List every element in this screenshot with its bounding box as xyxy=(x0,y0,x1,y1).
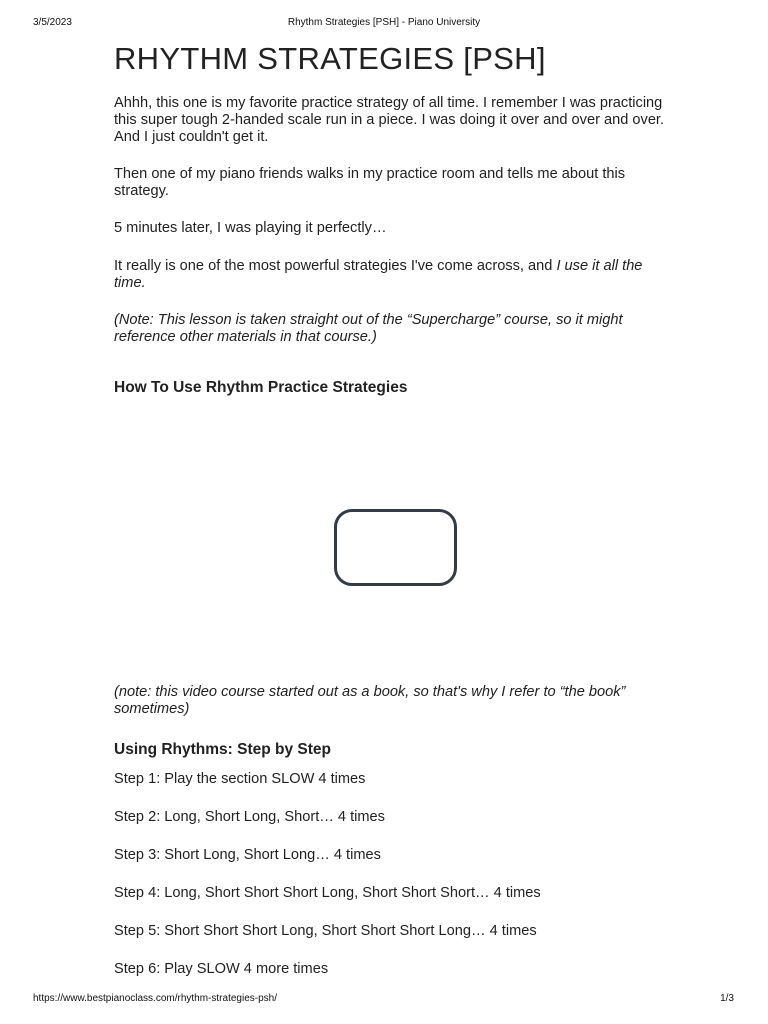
lesson-note-text: (Note: This lesson is taken straight out of the “Supercharge” course, so it might reference other materials in that course.) xyxy=(114,312,623,345)
section-heading-step-by-step: Using Rhythms: Step by Step xyxy=(114,741,332,758)
step-item: Step 2: Long, Short Long, Short… 4 times xyxy=(114,809,385,825)
video-play-button[interactable] xyxy=(334,509,457,586)
powerful-emphasis: I use it all the time. xyxy=(114,258,643,291)
print-header xyxy=(0,17,768,31)
print-page-number: 1/3 xyxy=(720,993,734,1004)
print-date: 3/5/2023 xyxy=(33,17,72,28)
result-paragraph: 5 minutes later, I was playing it perfectly… xyxy=(114,220,387,236)
print-footer xyxy=(0,993,768,1007)
step-item: Step 5: Short Short Short Long, Short Short Short Long… 4 times xyxy=(114,923,537,939)
page-title: RHYTHM STRATEGIES [PSH] xyxy=(114,41,546,76)
step-item: Step 4: Long, Short Short Short Long, Short Short Short… 4 times xyxy=(114,885,541,901)
step-item: Step 3: Short Long, Short Long… 4 times xyxy=(114,847,381,863)
powerful-text: It really is one of the most powerful strategies I've come across, and xyxy=(114,258,557,274)
video-note-text: (note: this video course started out as a book, so that's why I refer to “the book” sometimes) xyxy=(114,684,626,717)
article xyxy=(114,38,674,978)
step-item: Step 6: Play SLOW 4 more times xyxy=(114,961,329,977)
section-heading-how-to-use: How To Use Rhythm Practice Strategies xyxy=(114,379,408,396)
print-url: https://www.bestpianoclass.com/rhythm-strategies-psh/ xyxy=(33,993,277,1004)
lesson-note-paragraph xyxy=(114,312,674,346)
video-embed[interactable] xyxy=(114,408,674,668)
video-note-paragraph xyxy=(114,684,674,718)
powerful-paragraph xyxy=(114,258,674,292)
step-item: Step 1: Play the section SLOW 4 times xyxy=(114,771,366,787)
intro-paragraph: Ahhh, this one is my favorite practice strategy of all time. I remember I was practicing this super tough 2-handed scale run in a piece. I was doing it over and over and over. And I just couldn't get it. xyxy=(114,95,665,145)
friend-paragraph: Then one of my piano friends walks in my practice room and tells me about this strategy. xyxy=(114,166,626,199)
print-page-title: Rhythm Strategies [PSH] - Piano University xyxy=(287,17,481,28)
